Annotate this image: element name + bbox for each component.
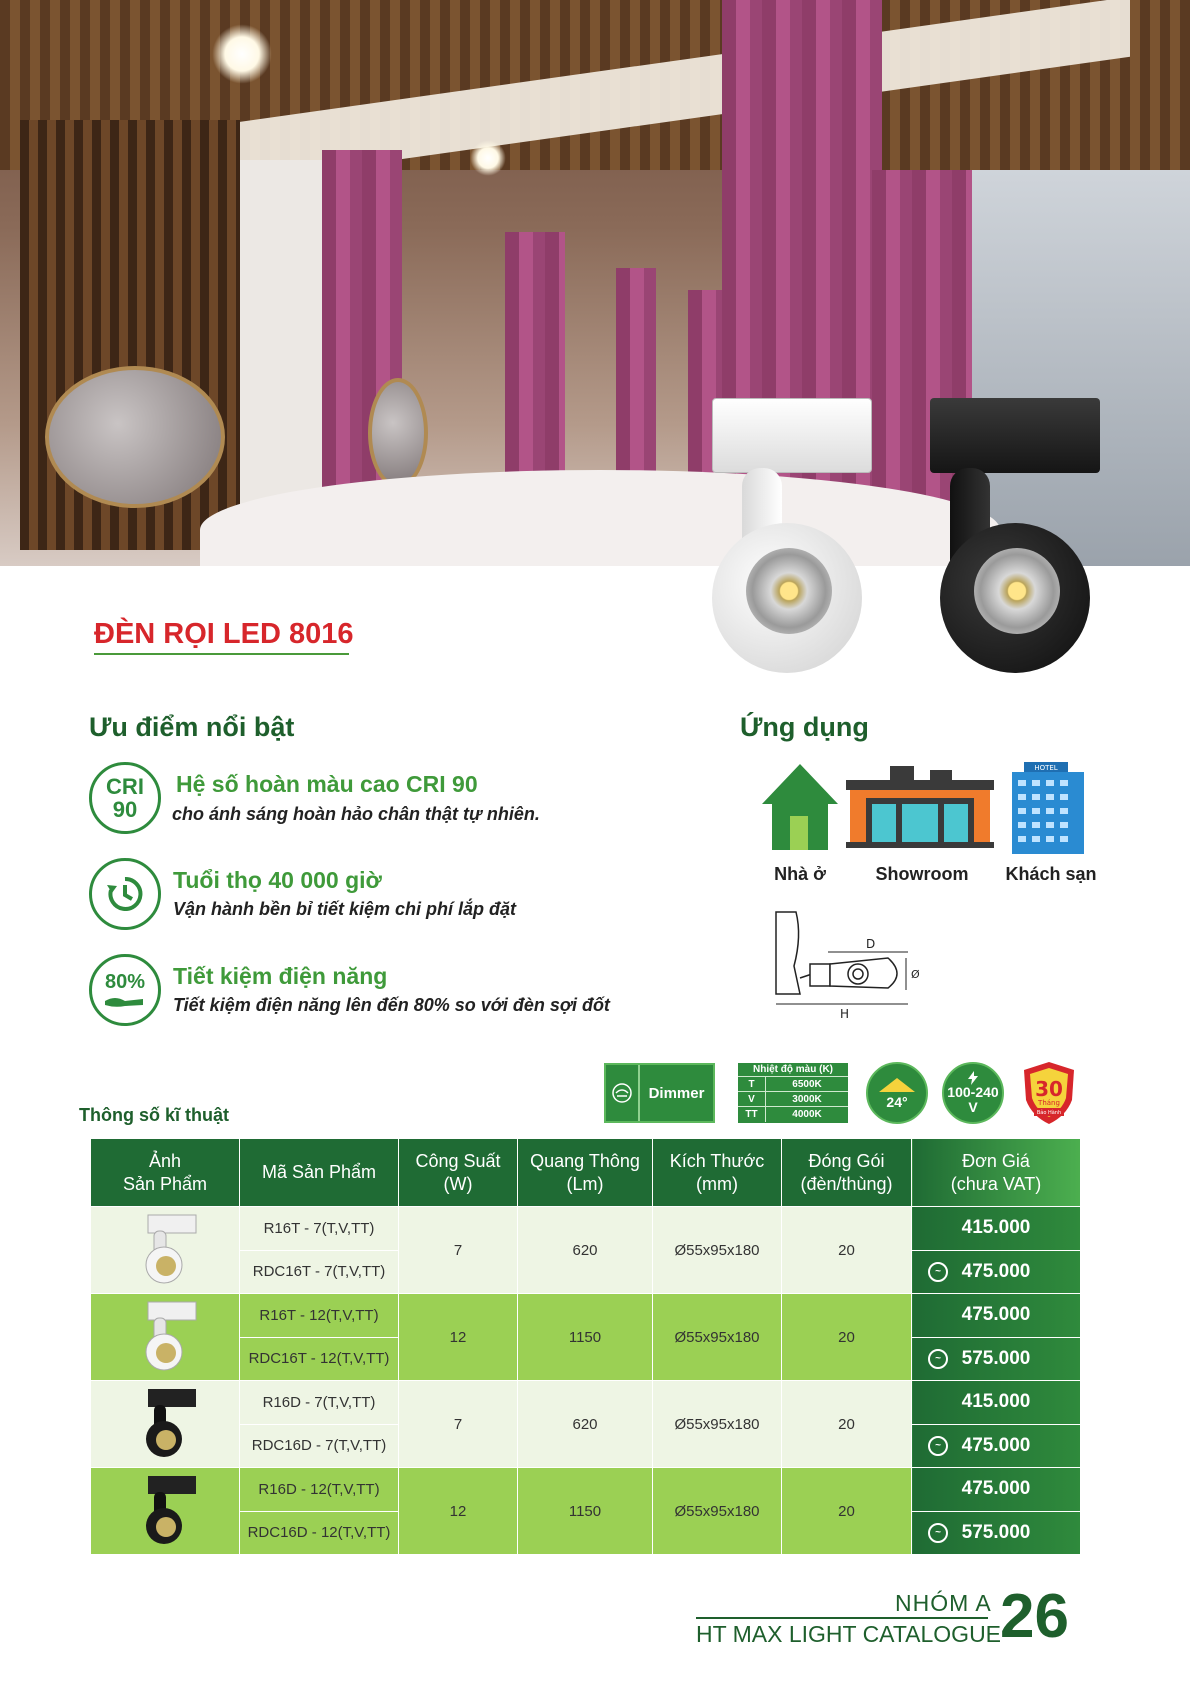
svg-text:Tháng: Tháng — [1038, 1099, 1060, 1107]
lumen-cell: 1150 — [518, 1468, 653, 1555]
cri-90-icon: CRI 90 — [89, 762, 161, 834]
power-cell: 12 — [399, 1468, 518, 1555]
product-title: ĐÈN RỌI LED 8016 — [94, 618, 354, 650]
dimmer-icon: ~ — [928, 1523, 948, 1543]
spotlight-glow — [212, 24, 272, 84]
advantages-heading: Ưu điểm nổi bật — [89, 712, 295, 742]
power-cell: 12 — [399, 1294, 518, 1381]
title-underline — [94, 653, 349, 655]
lumen-cell: 620 — [518, 1207, 653, 1294]
energy-saving-icon: 80% — [89, 954, 161, 1026]
lightning-icon — [967, 1071, 979, 1085]
round-mirror — [368, 378, 428, 488]
table-row — [91, 1468, 1081, 1512]
warranty-badge — [1020, 1060, 1078, 1126]
svg-text:D: D — [866, 937, 876, 951]
hotel-icon — [1012, 762, 1088, 854]
pack-cell: 20 — [782, 1294, 912, 1381]
col-header-pack: Đóng Gói (đèn/thùng) — [782, 1139, 912, 1207]
svg-text:Ø: Ø — [911, 968, 920, 981]
footer-group-label: NHÓM A — [895, 1590, 992, 1616]
col-header-image: Ảnh Sản Phẩm — [91, 1139, 240, 1207]
pack-cell: 20 — [782, 1468, 912, 1555]
black-lamp-thumbnail — [130, 1474, 200, 1548]
dimmer-label: Dimmer — [648, 1084, 705, 1102]
spec-table — [90, 1138, 1081, 1555]
product-code: RDC16D - 7(T,V,TT) — [240, 1424, 399, 1468]
col-header-code: Mã Sản Phẩm — [240, 1139, 399, 1207]
feature-desc: Vận hành bền bỉ tiết kiệm chi phí lắp đặt — [173, 899, 517, 919]
color-temperature-badge — [738, 1063, 848, 1123]
pink-curtain — [616, 268, 656, 488]
feature-title: Tuổi thọ 40 000 giờ — [173, 867, 382, 893]
applications-heading: Ứng dụng — [740, 712, 869, 742]
col-header-size: Kích Thước (mm) — [653, 1139, 782, 1207]
product-code: RDC16D - 12(T,V,TT) — [240, 1511, 399, 1555]
dimmer-icon: ~ — [928, 1262, 948, 1282]
color-temp-row: V 3000K — [738, 1092, 848, 1107]
size-cell: Ø55x95x180 — [653, 1294, 782, 1381]
page-number: 26 — [1000, 1582, 1069, 1651]
product-code: R16D - 12(T,V,TT) — [240, 1468, 399, 1512]
product-image-cell — [91, 1207, 240, 1294]
pack-cell: 20 — [782, 1207, 912, 1294]
price-cell: 415.000 — [912, 1207, 1081, 1251]
price-cell-dimmer: ~ 475.000 — [912, 1250, 1081, 1294]
svg-text:30: 30 — [1035, 1077, 1063, 1101]
white-lamp-thumbnail — [130, 1213, 200, 1287]
col-header-power: Công Suất (W) — [399, 1139, 518, 1207]
app-label-hotel: Khách sạn — [1005, 864, 1097, 884]
svg-text:HOTEL: HOTEL — [1034, 764, 1058, 772]
price-cell-dimmer: ~ 575.000 — [912, 1511, 1081, 1555]
product-image-cell — [91, 1468, 240, 1555]
color-temp-row: TT 4000K — [738, 1107, 848, 1122]
house-icon — [760, 762, 840, 852]
dimmer-icon: ~ — [928, 1436, 948, 1456]
app-label-showroom: Showroom — [875, 864, 969, 884]
col-header-price: Đơn Giá (chưa VAT) — [912, 1139, 1081, 1207]
price-cell: 475.000 — [912, 1468, 1081, 1512]
pack-cell: 20 — [782, 1381, 912, 1468]
price-cell-dimmer: ~ 475.000 — [912, 1424, 1081, 1468]
beam-angle-badge: 24° — [866, 1062, 928, 1124]
lumen-cell: 620 — [518, 1381, 653, 1468]
table-row — [91, 1207, 1081, 1251]
product-image-cell — [91, 1294, 240, 1381]
power-cell: 7 — [399, 1381, 518, 1468]
white-lamp-thumbnail — [130, 1300, 200, 1374]
col-header-lumen: Quang Thông (Lm) — [518, 1139, 653, 1207]
size-cell: Ø55x95x180 — [653, 1207, 782, 1294]
feature-title: Tiết kiệm điện năng — [173, 963, 388, 989]
table-row — [91, 1381, 1081, 1425]
table-row — [91, 1294, 1081, 1338]
svg-text:Bảo Hành: Bảo Hành — [1036, 1110, 1062, 1116]
dimmer-icon: ~ — [928, 1349, 948, 1369]
footer-divider — [696, 1617, 988, 1619]
footer-catalogue-label: HT MAX LIGHT CATALOGUE — [696, 1621, 1002, 1647]
app-label-house: Nhà ở — [774, 864, 826, 884]
product-image-cell — [91, 1381, 240, 1468]
product-code: R16T - 7(T,V,TT) — [240, 1207, 399, 1251]
clock-lifetime-icon — [89, 858, 161, 930]
price-cell: 475.000 — [912, 1294, 1081, 1338]
showroom-icon — [846, 764, 994, 854]
color-temp-header: Nhiệt độ màu (K) — [738, 1063, 848, 1077]
lumen-cell: 1150 — [518, 1294, 653, 1381]
size-cell: Ø55x95x180 — [653, 1381, 782, 1468]
black-lamp-thumbnail — [130, 1387, 200, 1461]
beam-angle-icon — [877, 1076, 917, 1094]
product-code: R16D - 7(T,V,TT) — [240, 1381, 399, 1425]
dimension-diagram — [770, 906, 930, 1022]
price-cell: 415.000 — [912, 1381, 1081, 1425]
dimmer-badge — [604, 1063, 715, 1123]
color-temp-row: T 6500K — [738, 1077, 848, 1092]
svg-text:H: H — [840, 1007, 850, 1021]
product-code: R16T - 12(T,V,TT) — [240, 1294, 399, 1338]
round-mirror — [45, 366, 225, 508]
size-cell: Ø55x95x180 — [653, 1468, 782, 1555]
product-code: RDC16T - 7(T,V,TT) — [240, 1250, 399, 1294]
price-cell-dimmer: ~ 575.000 — [912, 1337, 1081, 1381]
product-code: RDC16T - 12(T,V,TT) — [240, 1337, 399, 1381]
white-track-light-image — [672, 398, 882, 648]
feature-title: Hệ số hoàn màu cao CRI 90 — [176, 771, 478, 797]
spotlight-glow — [470, 140, 506, 176]
table-header-row — [91, 1139, 1081, 1207]
dimmer-icon — [606, 1065, 640, 1121]
power-cell: 7 — [399, 1207, 518, 1294]
feature-desc: cho ánh sáng hoàn hảo chân thật tự nhiên. — [172, 804, 540, 824]
black-track-light-image — [890, 398, 1110, 648]
voltage-badge: 100-240 V — [942, 1062, 1004, 1124]
feature-desc: Tiết kiệm điện năng lên đến 80% so với đèn sợi đốt — [173, 995, 610, 1015]
specs-label: Thông số kĩ thuật — [79, 1105, 229, 1125]
